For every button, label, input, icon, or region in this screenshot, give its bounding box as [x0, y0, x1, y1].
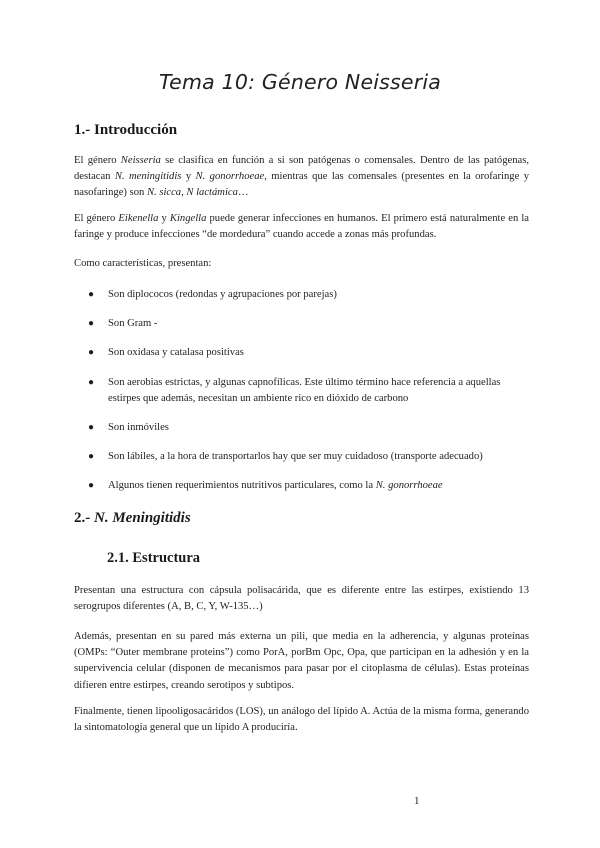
list-item — [88, 375, 533, 407]
list-item — [88, 316, 533, 332]
structure-paragraph-1: Presentan una estructura con cápsula polisacárida, que es diferente entre las estirpes, existiendo 13 serogrupos diferentes (A, B, C, Y, W-135…) — [74, 585, 529, 613]
genus-name: Eikenella — [118, 213, 159, 224]
list-item — [88, 345, 533, 361]
intro-paragraph-2 — [74, 211, 529, 243]
bullet-icon: ● — [88, 347, 95, 359]
structure-paragraph-3: Finalmente, tienen lipooligosacáridos (LOS), un análogo del lípido A. Actúa de la misma forma, generando la sintomatología general que un lípido A produciría. — [74, 706, 529, 734]
text-run: … — [237, 187, 249, 199]
list-item-text: Algunos tienen requerimientos nutritivos particulares, como la — [108, 480, 376, 492]
list-item-text: Son oxidasa y catalasa positivas — [108, 347, 244, 359]
species-name: N. sicca, N lactámica — [146, 187, 238, 199]
section-heading-meningitidis — [74, 510, 191, 527]
genus-name: Kingella — [169, 213, 207, 224]
list-item — [88, 287, 533, 303]
list-item-text: Son Gram - — [108, 318, 158, 330]
bullet-icon: ● — [88, 289, 95, 300]
text-run: y — [181, 171, 196, 183]
text-run: y — [158, 213, 170, 224]
bullet-icon: ● — [88, 376, 95, 388]
structure-paragraph-2: Además, presentan en su pared más externa un pili, que media en la adherencia, y algunas proteínas (OMPs: “Outer membrane proteins”) como PorA, porBm Opc, Opa, que participan en la adhesión y en la supervivencia celular (disponen de mecanismos para pasar por el citoplasma de células). Estas proteínas difieren entre estirpes, creando serotipos y subtipos. — [74, 631, 529, 691]
list-item-text: Son diplococos (redondas y agrupaciones por parejas) — [108, 289, 337, 300]
characteristics-list — [88, 280, 533, 495]
list-item-text: Son lábiles, a la hora de transportarlos hay que ser muy cuidadoso (transporte adecuado) — [108, 451, 483, 463]
text-run: puede generar infecciones en humanos. El primero está naturalmente en la faringe y produce infecciones “de mordedura” cuando accede a zonas más profundas. — [74, 213, 529, 241]
list-item — [88, 420, 533, 436]
bullet-icon: ● — [88, 318, 95, 330]
genus-name: Neisseria — [120, 155, 161, 166]
list-item-text: Son aerobias estrictas, y algunas capnofílicas. Este último término hace referencia a aquellas estirpes que además, necesitan un ambiente rico en dióxido de carbono — [108, 376, 501, 404]
heading-number: 2.- — [74, 510, 94, 526]
intro-paragraph-3: Como características, presentan: — [74, 258, 212, 269]
bullet-icon: ● — [88, 451, 95, 463]
text-run: El género — [74, 213, 119, 224]
text-run: El género — [74, 155, 121, 166]
text-run: , mientras que las comensales (presentes en la orofaringe y nasofaringe) son — [74, 171, 529, 199]
intro-paragraph-1 — [74, 153, 529, 202]
subsection-heading-estructura: 2.1. Estructura — [107, 550, 201, 566]
species-name: N. gonorrhoeae — [375, 480, 443, 492]
page-number: 1 — [414, 795, 420, 807]
species-name: N. Meningitidis — [94, 510, 191, 526]
species-name: N. meningitidis — [114, 171, 182, 183]
list-item — [88, 478, 533, 494]
list-item — [88, 449, 533, 465]
text-run: se clasifica en función a si son patógenas o comensales. Dentro de las patógenas, destacan — [74, 155, 529, 183]
species-name: N. gonorrhoeae — [195, 171, 265, 183]
bullet-icon: ● — [88, 480, 95, 492]
list-item-text: Son inmóviles — [108, 422, 169, 434]
page-title: Tema 10: Género Neisseria — [158, 70, 442, 94]
bullet-icon: ● — [88, 422, 95, 434]
section-heading-introduction: 1.- Introducción — [74, 122, 178, 138]
